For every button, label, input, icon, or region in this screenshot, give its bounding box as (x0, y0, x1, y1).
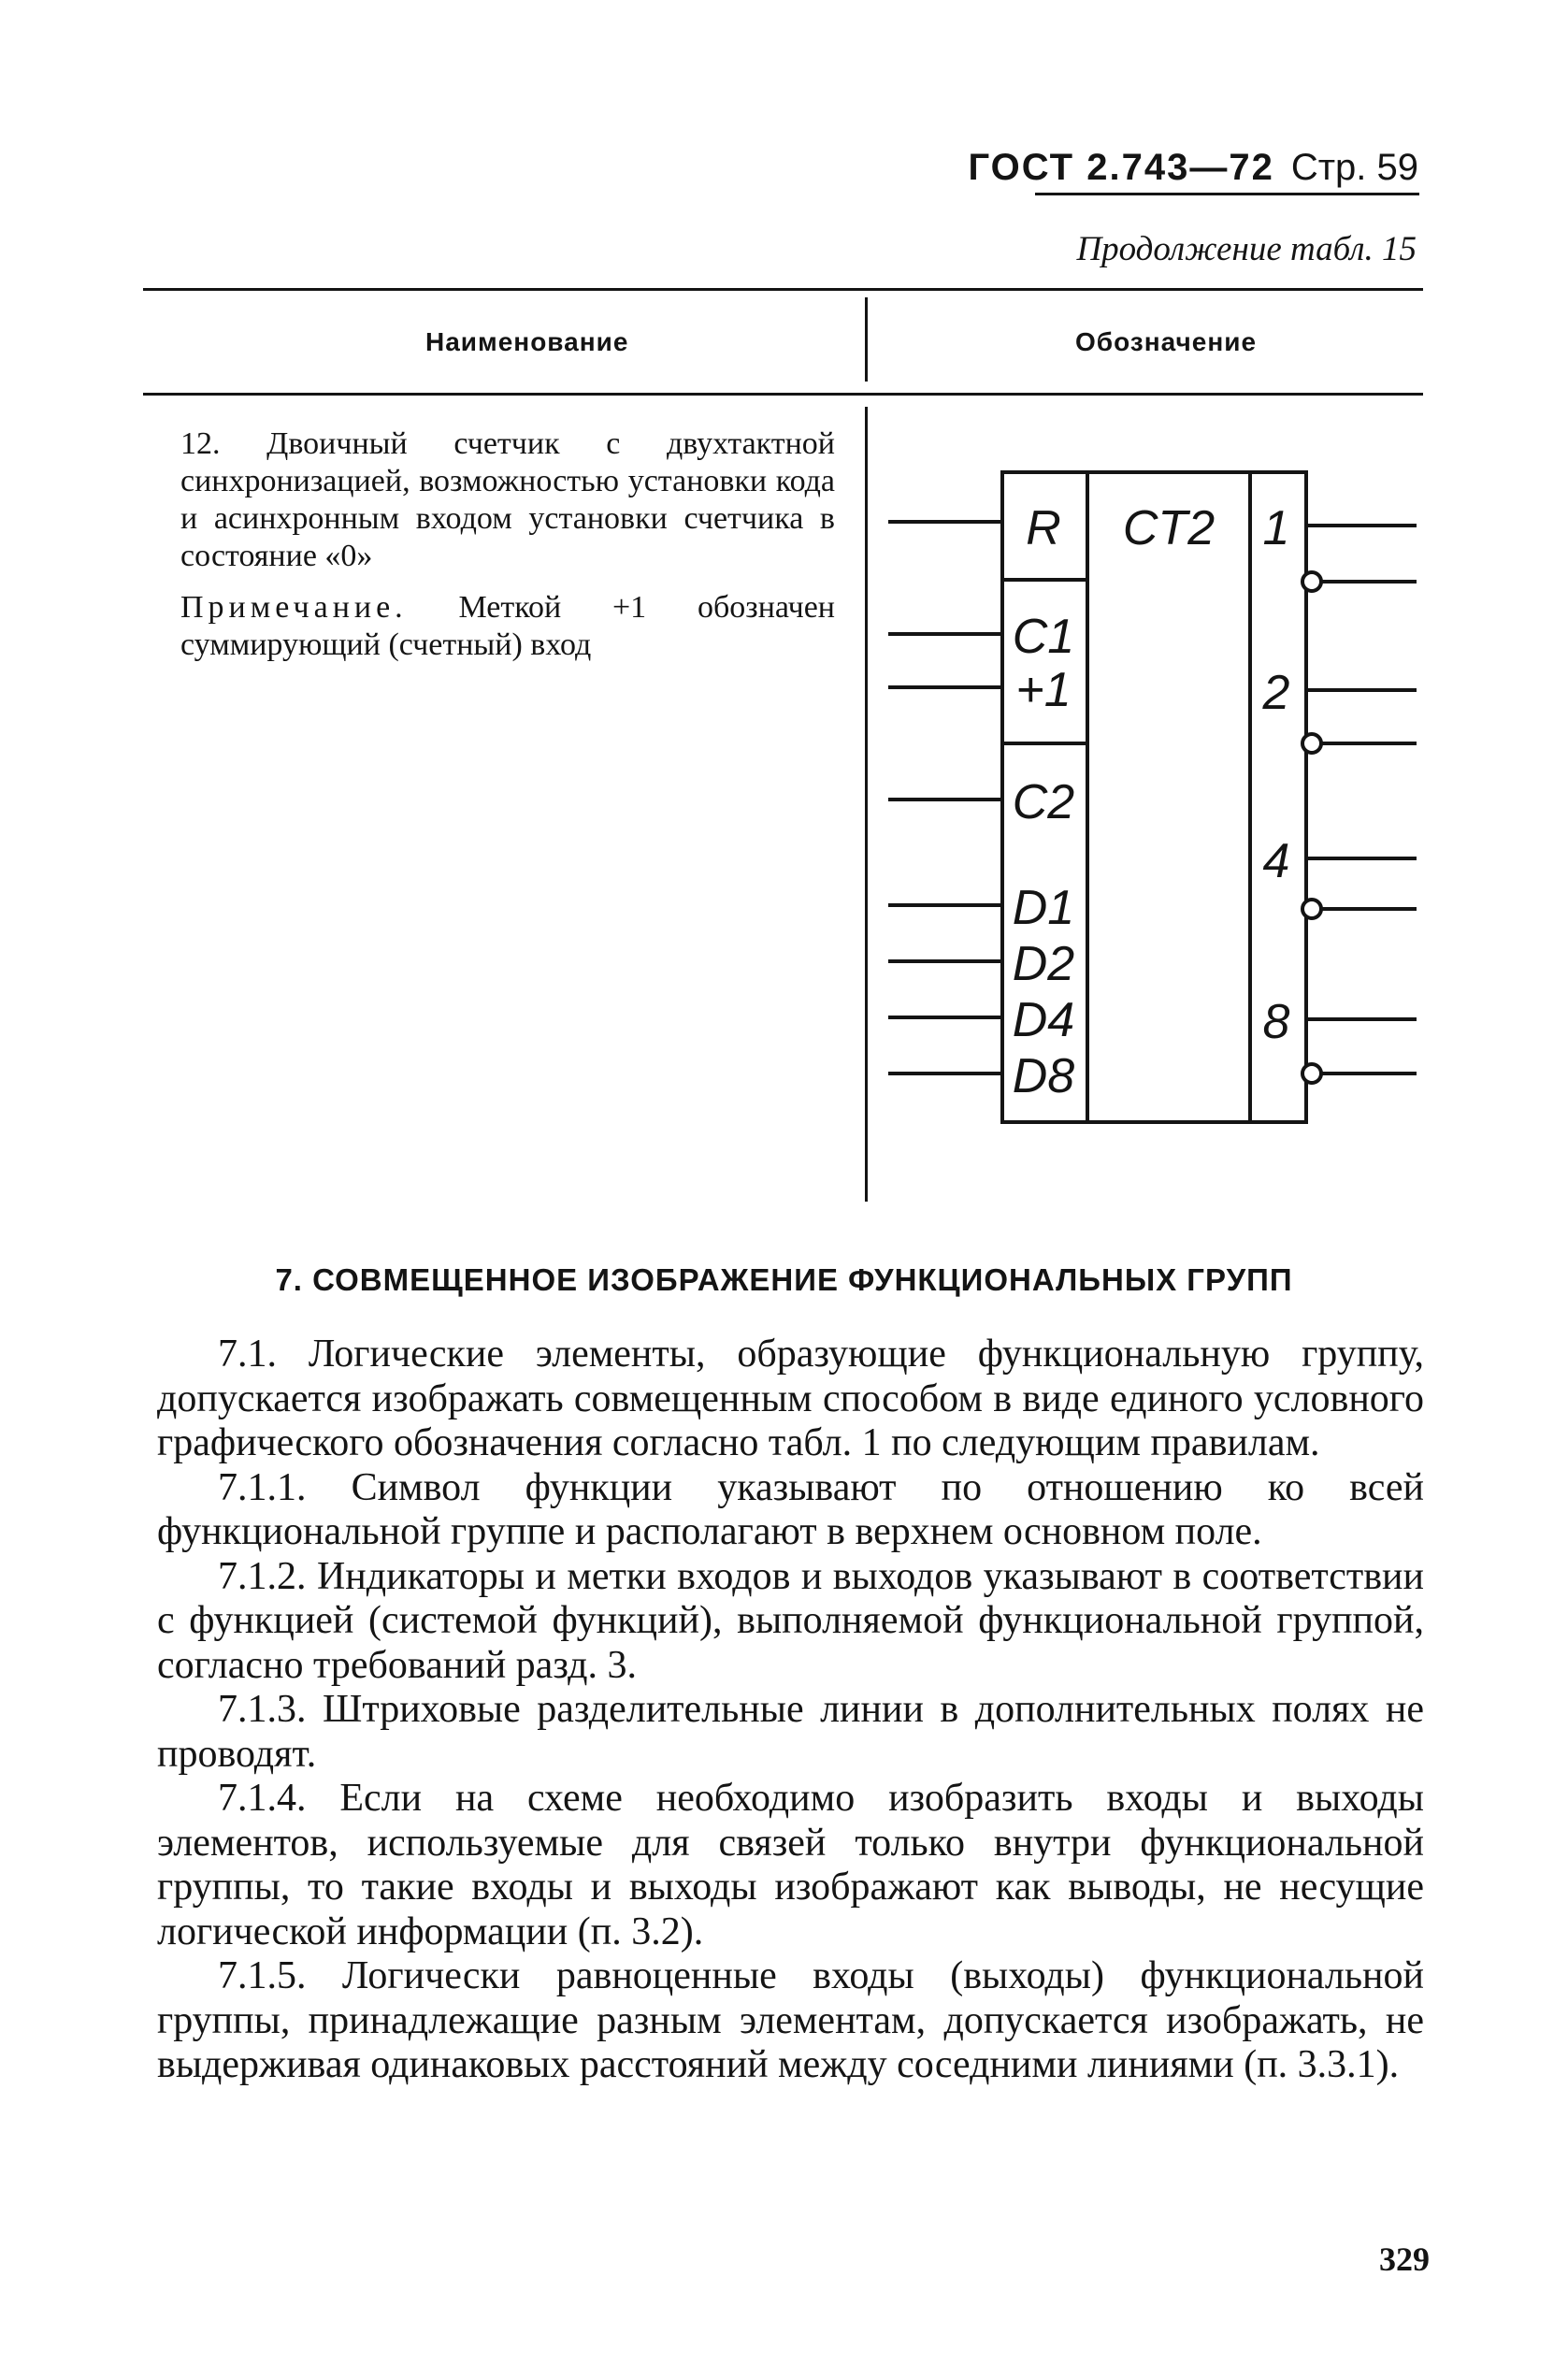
standard-number: ГОСТ 2.743—72 (968, 147, 1274, 188)
input-label-d2: D2 (1012, 937, 1075, 991)
input-label-d4: D4 (1012, 993, 1075, 1047)
section-body (157, 1333, 1424, 2088)
function-label: CT2 (1122, 501, 1216, 555)
paragraph-7-1-4: 7.1.4. Если на схеме необходимо изобразить входы и выходы элементов, используемые для связей только внутри функциональной группы, то такие входы и выходы изображают как выводы, не несущие логической информации (п. 3.2). (157, 1777, 1424, 1953)
output-label-8: 8 (1262, 995, 1290, 1049)
inversion-circle-2 (1302, 734, 1321, 753)
input-label-d1: D1 (1012, 881, 1075, 935)
note-prefix: Примечание. (180, 590, 408, 625)
section-title: 7. СОВМЕЩЕННОЕ ИЗОБРАЖЕНИЕ ФУНКЦИОНАЛЬНЫХ ГРУПП (275, 1262, 1293, 1297)
page-label: Стр. 59 (1290, 147, 1418, 188)
continuation-label: Продолжение табл. 15 (1076, 230, 1417, 268)
output-label-2: 2 (1262, 666, 1290, 720)
input-label-c1: C1 (1012, 610, 1075, 664)
input-label-plus1: +1 (1015, 663, 1072, 717)
inversion-circle-1 (1302, 572, 1321, 591)
row-name: 12. Двоичный счетчик с двухтактной синхронизацией, возможностью установки кода и асинхронным входом установки счетчика в состояние «0» (180, 426, 835, 573)
inversion-circle-4 (1302, 900, 1321, 918)
input-label-d8: D8 (1012, 1049, 1075, 1103)
paragraph-7-1-2: 7.1.2. Индикаторы и метки входов и выходов указывают в соответствии с функцией (системой функций), выполняемой функциональной группой, согласно требований разд. 3. (157, 1554, 1424, 1687)
paragraph-7-1-3: 7.1.3. Штриховые разделительные линии в дополнительных полях не проводят. (157, 1688, 1424, 1776)
input-label-r: R (1026, 501, 1061, 555)
paragraph-7-1-1: 7.1.1. Символ функции указывают по отношению ко всей функциональной группе и располагают в верхнем основном поле. (157, 1465, 1424, 1553)
paragraph-7-1: 7.1. Логические элементы, образующие функциональную группу, допускается изображать совмещенным способом в виде единого условного графического обозначения согласно табл. 1 по следующим правилам. (157, 1333, 1424, 1464)
input-label-c2: C2 (1012, 775, 1075, 829)
paragraph-7-1-5: 7.1.5. Логически равноценные входы (выходы) функциональной группы, принадлежащие разным элементам, допускается изображать, не выдерживая одинаковых расстояний между соседними линиями (п. 3.3.1). (157, 1954, 1424, 2086)
column-header-symbol: Обозначение (1075, 327, 1258, 356)
column-header-name: Наименование (425, 327, 629, 356)
inversion-circle-8 (1302, 1064, 1321, 1083)
page-number: 329 (1379, 2241, 1430, 2278)
output-label-1: 1 (1262, 501, 1290, 555)
note-text: Меткой +1 обозначен суммирующий (счетный) вход (180, 590, 836, 662)
output-label-4: 4 (1262, 834, 1290, 888)
